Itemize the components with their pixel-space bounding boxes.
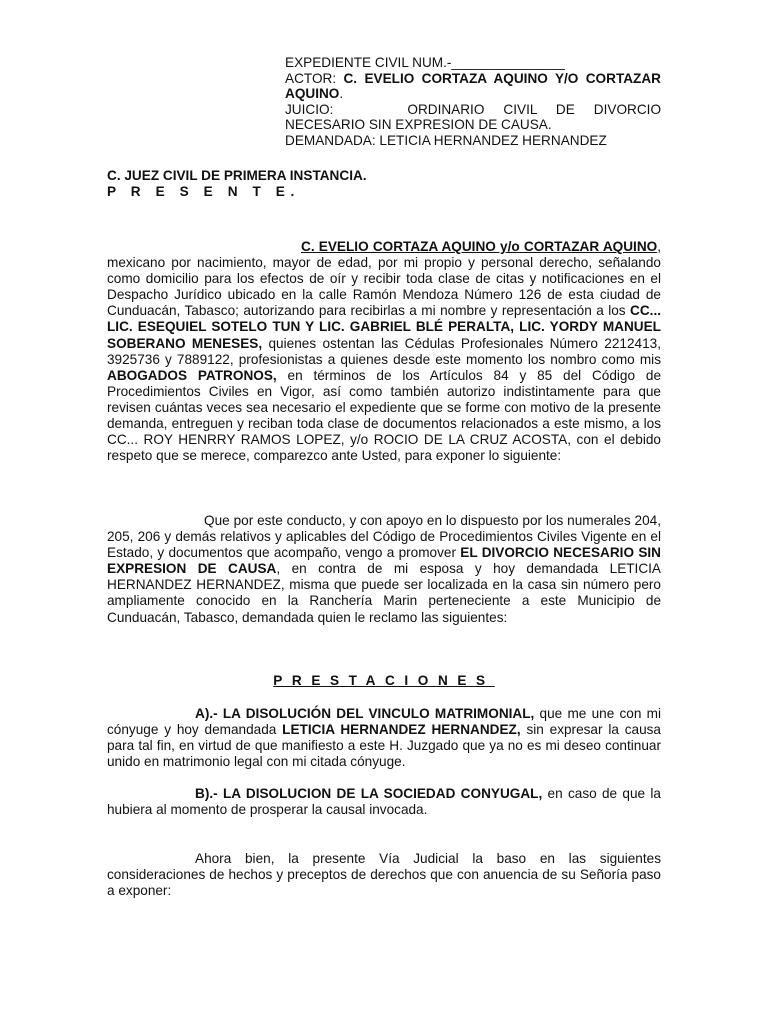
item-a-title: A).- LA DISOLUCIÓN DEL VINCULO MATRIMONIAL, (195, 706, 535, 721)
item-a-paragraph (107, 706, 661, 770)
addressee (107, 168, 367, 199)
abogados-patronos: ABOGADOS PATRONOS, (107, 367, 277, 383)
item-b-title: B).- LA DISOLUCION DE LA SOCIEDAD CONYUGAL, (195, 786, 543, 801)
presente-title: P R E S E N T E. (107, 183, 300, 199)
item-a-text-b: sin expresar la causa para tal fin, en virtud de que manifiesto a este H. Juzgado que ya no es mi deseo continuar unido en matrimonio legal con mi citada cónyuge. (107, 722, 661, 770)
juicio-text: ORDINARIO CIVIL DE DIVORCIO NECESARIO SIN EXPRESION DE CAUSA. (285, 101, 662, 132)
claim-paragraph (107, 513, 661, 626)
juicio-line (285, 102, 661, 133)
item-a-text-a: que me une con mi cónyuge y hoy demandada (107, 706, 661, 738)
closing-paragraph (107, 851, 661, 899)
plaintiff-name: C. EVELIO CORTAZA AQUINO y/o CORTAZAR AQUINO (301, 239, 658, 254)
claim-text-a: Que por este conducto, y con apoyo en lo dispuesto por los numerales 204, 205, 206 y demás relativos y aplicables del Código de Procedimientos Civiles Vigente en el Estado, y documentos que acompaño, vengo a promover (107, 513, 661, 561)
case-header (285, 55, 661, 148)
judge-title: C. JUEZ CIVIL DE PRIMERA INSTANCIA. (107, 168, 367, 183)
divorce-type: EL DIVORCIO NECESARIO SIN EXPRESION DE CAUSA (107, 545, 661, 577)
closing-text: Ahora bien, la presente Vía Judicial la baso en las siguientes consideraciones de hechos y preceptos de derechos que con anuencia de su Señoría paso a exponer: (107, 851, 661, 899)
actor-end: . (339, 86, 344, 101)
actor-label: ACTOR: (285, 70, 337, 86)
actor-name: C. EVELIO CORTAZA AQUINO Y/O CORTAZAR AQUINO (285, 70, 661, 101)
item-b-text: en caso de que la hubiera al momento de prosperar la causal invocada. (107, 786, 661, 818)
intro-paragraph (107, 239, 661, 464)
item-b-paragraph (107, 786, 661, 818)
actor-line (285, 71, 661, 102)
intro-text-b: quienes ostentan las Cédulas Profesionales Número 2212413, 3925736 y 7889122, profesionistas a quienes desde este momento los nombro como mis (107, 335, 662, 367)
expediente-line: EXPEDIENTE CIVIL NUM.-_______________ (285, 55, 565, 70)
defendant-name: LETICIA HERNANDEZ HERNANDEZ, (282, 722, 521, 738)
lawyers-names: CC... LIC. ESEQUIEL SOTELO TUN Y LIC. GABRIEL BLÉ PERALTA, LIC. YORDY MANUEL SOBERANO MENESES, (107, 303, 661, 351)
intro-text-a: , mexicano por nacimiento, mayor de edad, por mi propio y personal derecho, señalando como domicilio para los efectos de oír y recibir toda clase de citas y notificaciones en el Despacho Jurídico ubicado en la calle Ramón Mendoza Número 126 de esta ciudad de Cunduacán, Tabasco; autorizando para recibirlas a mi nombre y representación a los (107, 239, 661, 319)
claim-text-b: , en contra de mi esposa y hoy demandada LETICIA HERNANDEZ HERNANDEZ, misma que puede ser localizada en la casa sin número pero ampliamente conocido en la Ranchería Marin perteneciente a este Municipio de Cunduacán, Tabasco, demandada quien le reclamo las siguientes: (107, 561, 661, 625)
demandada-line: DEMANDADA: LETICIA HERNANDEZ HERNANDEZ (285, 132, 607, 148)
intro-text-c: en términos de los Artículos 84 y 85 del Código de Procedimientos Civiles en Vigor, así como también autorizo indistintamente para que revisen cuántas veces sea necesario el expediente que se forme con motivo de la presente demanda, entreguen y reciban toda clase de documentos relacionados a este mismo, a los CC... ROY HENRRY RAMOS LOPEZ, y/o ROCIO DE LA CRUZ ACOSTA, con el debido respeto que se merece, comparezco ante Usted, para exponer lo siguiente: (107, 367, 661, 464)
juicio-label: JUICIO: (285, 101, 334, 117)
prestaciones-heading: PRESTACIONES (273, 673, 495, 688)
